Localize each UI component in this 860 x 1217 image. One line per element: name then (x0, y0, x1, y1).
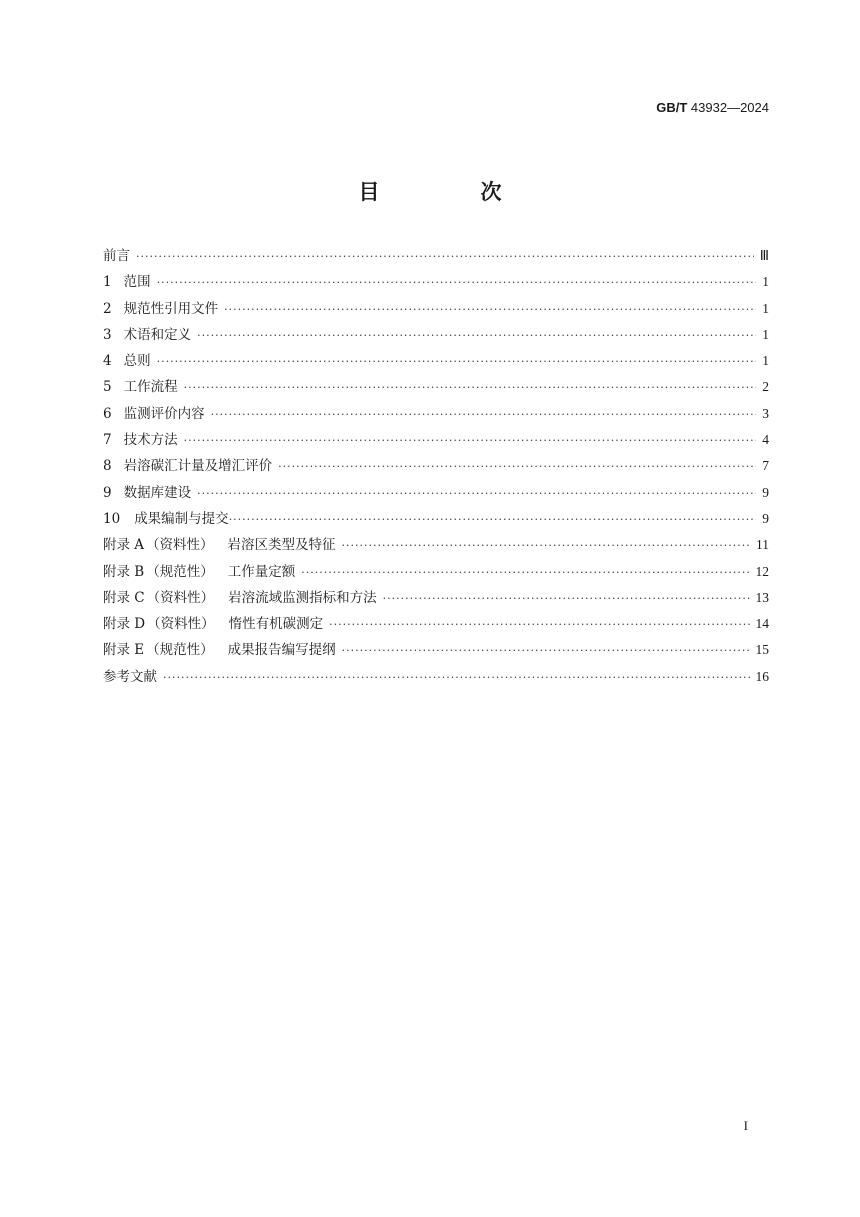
toc-leader-dots (136, 250, 754, 263)
footer-page-number: I (743, 1118, 748, 1133)
toc-entry-label: 成果编制与提交 (134, 510, 229, 527)
toc-entry-label: 技术方法 (123, 432, 178, 449)
toc-entry-number: 9 (103, 484, 112, 501)
toc-appendix-type: （资料性） (147, 616, 215, 633)
toc-entry-label: 工作流程 (123, 379, 178, 396)
toc-entry-number: 8 (103, 458, 112, 475)
toc-entry-label: 总则 (123, 353, 151, 370)
toc-entry-10[interactable] (103, 507, 769, 533)
standard-code (656, 100, 769, 115)
toc-entry-label: 规范性引用文件 (123, 300, 219, 317)
toc-entry-page: 4 (762, 432, 769, 448)
toc-leader-dots (197, 487, 756, 500)
toc-appendix-type: （规范性） (146, 563, 214, 580)
toc-entry-label: 数据库建设 (123, 484, 192, 501)
toc-entry-number: 7 (103, 432, 112, 449)
toc-entry-number: 3 (103, 326, 112, 343)
toc-entry-page: 1 (762, 353, 769, 369)
toc-entry-page: 7 (762, 458, 769, 474)
toc-entry-appendix-e[interactable] (103, 638, 769, 664)
toc-entry-label: 岩溶流域监测指标和方法 (228, 589, 377, 606)
toc-leader-dots (342, 539, 750, 552)
toc-entry-page: 2 (762, 379, 769, 395)
toc-leader-dots (224, 303, 756, 316)
toc-entry-number: 1 (103, 274, 112, 291)
toc-entry-5[interactable] (103, 375, 769, 401)
toc-appendix-number: 附录 D (103, 616, 146, 633)
toc-entry-number: 6 (103, 405, 112, 422)
toc-entry-page: 9 (762, 510, 769, 526)
toc-entry-6[interactable] (103, 402, 769, 428)
toc-leader-dots (157, 276, 757, 289)
toc-entry-label: 惰性有机碳测定 (228, 616, 324, 633)
toc-entry-page: Ⅲ (759, 248, 769, 263)
toc-entry-page: 1 (762, 326, 769, 342)
toc-entry-page: 1 (762, 300, 769, 316)
toc-entry-page: 9 (762, 484, 769, 500)
toc-leader-dots (383, 592, 750, 605)
toc-entry-page: 11 (756, 537, 769, 553)
toc-entry-7[interactable] (103, 428, 769, 454)
toc-entry-8[interactable] (103, 454, 769, 480)
toc-leader-dots (329, 618, 749, 631)
toc-entry-1[interactable] (103, 270, 769, 296)
toc-entry-label: 前言 (103, 248, 130, 264)
toc-entry-page: 16 (755, 668, 769, 684)
toc-entry-references[interactable] (103, 665, 769, 691)
table-of-contents (103, 244, 769, 691)
page-title: 目 次 (358, 180, 542, 204)
toc-appendix-type: （资料性） (146, 589, 215, 606)
toc-entry-label: 范围 (123, 274, 151, 291)
toc-entry-foreword[interactable] (103, 244, 769, 270)
toc-entry-page: 13 (755, 589, 769, 605)
toc-leader-dots (197, 329, 756, 342)
toc-entry-number: 4 (103, 353, 112, 370)
toc-entry-number: 5 (103, 379, 112, 396)
toc-entry-appendix-a[interactable] (103, 533, 769, 559)
toc-entry-label: 参考文献 (103, 668, 157, 685)
toc-entry-label: 岩溶碳汇计量及增汇评价 (123, 458, 273, 475)
toc-entry-3[interactable] (103, 323, 769, 349)
toc-leader-dots (211, 408, 757, 421)
toc-leader-dots (184, 381, 757, 394)
toc-entry-number: 2 (103, 300, 112, 317)
toc-entry-label: 工作量定额 (227, 563, 296, 580)
toc-entry-page: 1 (762, 274, 769, 290)
toc-appendix-number: 附录 E (103, 642, 145, 659)
toc-entry-label: 岩溶区类型及特征 (227, 537, 336, 554)
toc-entry-label: 术语和定义 (123, 326, 192, 343)
toc-entry-number: 10 (103, 510, 121, 527)
toc-entry-4[interactable] (103, 349, 769, 375)
toc-leader-dots (278, 460, 756, 473)
standard-number: 43932—2024 (690, 100, 769, 115)
toc-appendix-type: （规范性） (146, 642, 214, 659)
toc-appendix-number: 附录 A (103, 537, 145, 554)
toc-leader-dots (157, 355, 757, 368)
toc-entry-page: 15 (755, 642, 769, 658)
toc-leader-dots (342, 644, 750, 657)
toc-entry-page: 3 (762, 405, 769, 421)
toc-entry-page: 12 (755, 563, 769, 579)
toc-leader-dots (229, 513, 757, 526)
toc-leader-dots (184, 434, 757, 447)
toc-entry-appendix-c[interactable] (103, 586, 769, 612)
toc-entry-9[interactable] (103, 481, 769, 507)
toc-appendix-number: 附录 C (103, 589, 145, 606)
toc-entry-appendix-b[interactable] (103, 560, 769, 586)
toc-entry-label: 成果报告编写提纲 (227, 642, 336, 659)
toc-leader-dots (301, 566, 749, 579)
toc-appendix-type: （资料性） (146, 537, 214, 554)
toc-entry-appendix-d[interactable] (103, 612, 769, 638)
toc-leader-dots (163, 671, 750, 684)
standard-prefix: GB/T (656, 100, 688, 115)
toc-entry-label: 监测评价内容 (123, 405, 205, 422)
toc-entry-2[interactable] (103, 297, 769, 323)
toc-entry-page: 14 (755, 616, 769, 632)
toc-appendix-number: 附录 B (103, 563, 145, 580)
